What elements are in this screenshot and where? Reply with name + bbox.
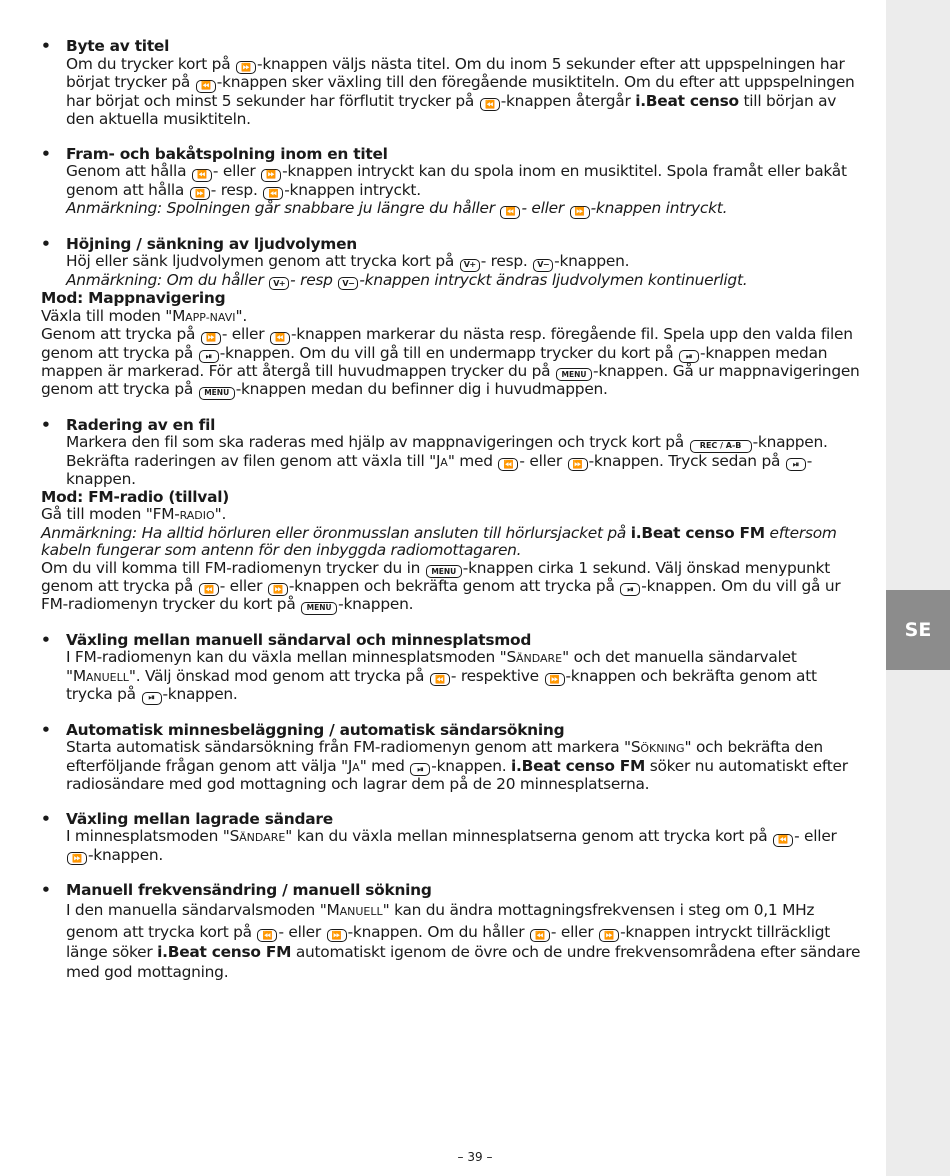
next-key-icon: ⏩ bbox=[261, 169, 281, 182]
next-key-icon: ⏩ bbox=[599, 929, 619, 942]
next-key-icon: ⏩ bbox=[236, 61, 256, 74]
paragraph: Genom att trycka på ⏩ - eller ⏪ -knappen markerar du nästa resp. föregående fil. Spela upp den valda filen genom att trycka på ⏯ -knappen. Om du vill gå till en undermapp trycker du kort på ⏯ -knappen medan mappen är markerad. För att återgå till huvudmappen trycker du på MENU -knappen. Gå ur mappnavigeringen genom att trycka på MENU -knappen medan du befinner dig i huvudmappen. bbox=[41, 325, 860, 399]
prev-key-icon: ⏪ bbox=[199, 583, 219, 596]
item-automatisk bbox=[41, 722, 861, 794]
prev-key-icon: ⏪ bbox=[498, 458, 518, 471]
next-key-icon: ⏩ bbox=[545, 673, 565, 686]
prev-key-icon: ⏪ bbox=[430, 673, 450, 686]
play-pause-key-icon: ⏯ bbox=[786, 458, 806, 471]
menu-key-icon: MENU bbox=[199, 387, 235, 400]
next-key-icon: ⏩ bbox=[190, 187, 210, 200]
item-lagrade bbox=[41, 811, 861, 866]
item-radering bbox=[41, 417, 861, 489]
brand-name: i.Beat censo FM bbox=[511, 756, 646, 775]
volume-down-key-icon: V− bbox=[338, 277, 358, 290]
item-title: Fram- och bakåtspolning inom en titel bbox=[66, 144, 388, 163]
manual-content bbox=[41, 38, 861, 982]
next-key-icon: ⏩ bbox=[201, 332, 221, 345]
next-key-icon: ⏩ bbox=[327, 929, 347, 942]
menu-key-icon: MENU bbox=[556, 368, 592, 381]
note: Anmärkning: Spolningen går snabbare ju längre du håller ⏪ - eller ⏩ -knappen intryckt. bbox=[66, 199, 728, 217]
rec-ab-key-icon: REC / A-B bbox=[690, 440, 752, 453]
next-key-icon: ⏩ bbox=[67, 852, 87, 865]
page-footer bbox=[0, 1150, 950, 1164]
item-byte-av-titel bbox=[41, 38, 861, 129]
bullet: • bbox=[41, 630, 51, 649]
brand-name: i.Beat censo bbox=[635, 91, 739, 110]
next-key-icon: ⏩ bbox=[268, 583, 288, 596]
bullet: • bbox=[41, 37, 51, 55]
volume-up-key-icon: V+ bbox=[460, 259, 480, 272]
paragraph: Gå till moden "FM-RADIO". bbox=[41, 505, 227, 523]
volume-up-key-icon: V+ bbox=[269, 277, 289, 290]
menu-key-icon: MENU bbox=[426, 565, 462, 578]
item-spolning bbox=[41, 146, 861, 219]
item-title: Växling mellan lagrade sändare bbox=[66, 809, 333, 828]
prev-key-icon: ⏪ bbox=[263, 187, 283, 200]
item-title: Höjning / sänkning av ljudvolymen bbox=[66, 234, 357, 253]
item-volym bbox=[41, 236, 861, 291]
page-number: – 39 – bbox=[457, 1150, 493, 1164]
prev-key-icon: ⏪ bbox=[530, 929, 550, 942]
bullet: • bbox=[41, 144, 51, 163]
prev-key-icon: ⏪ bbox=[500, 206, 520, 219]
language-tab-label: SE bbox=[904, 619, 932, 641]
item-title: Automatisk minnesbeläggning / automatisk sändarsökning bbox=[66, 720, 565, 739]
next-key-icon: ⏩ bbox=[570, 206, 590, 219]
language-tab bbox=[886, 590, 950, 670]
brand-name: i.Beat censo FM bbox=[630, 523, 765, 542]
prev-key-icon: ⏪ bbox=[773, 834, 793, 847]
section-heading: Mod: FM-radio (tillval) bbox=[41, 487, 230, 506]
note: Anmärkning: Ha alltid hörluren eller öronmusslan ansluten till hörlursjacket på i.Beat censo FM eftersom kabeln fungerar som antenn för den inbyggda radiomottagaren. bbox=[41, 523, 837, 559]
play-pause-key-icon: ⏯ bbox=[620, 583, 640, 596]
play-pause-key-icon: ⏯ bbox=[410, 763, 430, 776]
menu-key-icon: MENU bbox=[301, 602, 337, 615]
note: Anmärkning: Om du håller V+ - resp V− -knappen intryckt ändras ljudvolymen kontinuerligt. bbox=[66, 270, 748, 289]
section-heading: Mod: Mappnavigering bbox=[41, 289, 226, 307]
bullet: • bbox=[41, 809, 51, 828]
next-key-icon: ⏩ bbox=[568, 458, 588, 471]
item-title: Byte av titel bbox=[66, 37, 170, 55]
prev-key-icon: ⏪ bbox=[257, 929, 277, 942]
paragraph: Växla till moden "MAPP-NAVI". bbox=[41, 306, 247, 325]
prev-key-icon: ⏪ bbox=[196, 80, 216, 93]
play-pause-key-icon: ⏯ bbox=[679, 350, 699, 363]
prev-key-icon: ⏪ bbox=[270, 332, 290, 345]
item-text: Starta automatisk sändarsökning från FM-radiomenyn genom att markera "SÖKNING" och bekräfta den efterföljande frågan genom att välja "JA" med ⏯ -knappen. i.Beat censo FM söker nu automatiskt efter radiosändare med god mottagning och lagrar dem på de 20 minnesplatserna. bbox=[66, 738, 848, 793]
item-title: Radering av en fil bbox=[66, 415, 216, 434]
volume-down-key-icon: V− bbox=[533, 259, 553, 272]
item-text: Höj eller sänk ljudvolymen genom att trycka kort på V+ - resp. V− -knappen. bbox=[66, 252, 630, 270]
item-title: Manuell frekvensändring / manuell sökning bbox=[66, 881, 432, 899]
play-pause-key-icon: ⏯ bbox=[199, 350, 219, 363]
item-vaxling-mod bbox=[41, 632, 861, 705]
page-margin-bar bbox=[886, 0, 950, 1176]
item-text: I den manuella sändarvalsmoden "MANUELL" kan du ändra mottagningsfrekvensen i steg om 0,1 MHz genom att trycka kort på ⏪ - eller ⏩ -knappen. Om du håller ⏪ - eller ⏩ -knappen intryckt tillräckligt länge söker i.Beat censo FM automatiskt igenom de övre och de undre frekvensområdena efter sändare med god mottagning. bbox=[66, 900, 861, 981]
bullet: • bbox=[41, 234, 51, 253]
item-text: Genom att hålla ⏪ - eller ⏩ -knappen intryckt kan du spola inom en musiktitel. Spola framåt eller bakåt genom att hålla ⏩ - resp. ⏪ -knappen intryckt. bbox=[66, 162, 847, 199]
paragraph: Om du vill komma till FM-radiomenyn trycker du in MENU -knappen cirka 1 sekund. Välj önskad menypunkt genom att trycka på ⏪ - eller ⏩ -knappen och bekräfta genom att trycka på ⏯ -knappen. Om du vill gå ur FM-radiomenyn trycker du kort på MENU -knappen. bbox=[41, 558, 841, 614]
bullet: • bbox=[41, 881, 51, 899]
item-text: Om du trycker kort på ⏩ -knappen väljs nästa titel. Om du inom 5 sekunder efter att uppspelningen har börjat trycker på ⏪ -knappen sker växling till den föregående musiktiteln. Om du efter att uppspelningen har börjat och minst 5 sekunder har förflutit trycker på ⏪ -knappen återgår i.Beat censo till början av den aktuella musiktiteln. bbox=[66, 54, 855, 128]
bullet: • bbox=[41, 720, 51, 739]
bullet: • bbox=[41, 415, 51, 434]
item-text: I FM-radiomenyn kan du växla mellan minnesplatsmoden "SÄNDARE" och det manuella sändarvalet "MANUELL". Välj önskad mod genom att trycka på ⏪ - respektive ⏩ -knappen och bekräfta genom att trycka på ⏯ -knappen. bbox=[66, 648, 817, 703]
item-text: I minnesplatsmoden "SÄNDARE" kan du växla mellan minnesplatserna genom att trycka kort på ⏪ - eller ⏩ -knappen. bbox=[66, 827, 837, 864]
play-pause-key-icon: ⏯ bbox=[142, 692, 162, 705]
item-title: Växling mellan manuell sändarval och minnesplatsmod bbox=[66, 630, 532, 649]
item-manuell bbox=[41, 882, 861, 982]
item-text: Markera den fil som ska raderas med hjälp av mappnavigeringen och tryck kort på REC / A-B -knappen. Bekräfta raderingen av filen genom att växla till "JA" med ⏪ - eller ⏩ -knappen. Tryck sedan på ⏯ -knappen. bbox=[66, 433, 828, 488]
prev-key-icon: ⏪ bbox=[192, 169, 212, 182]
prev-key-icon: ⏪ bbox=[480, 98, 500, 111]
brand-name: i.Beat censo FM bbox=[157, 943, 292, 961]
